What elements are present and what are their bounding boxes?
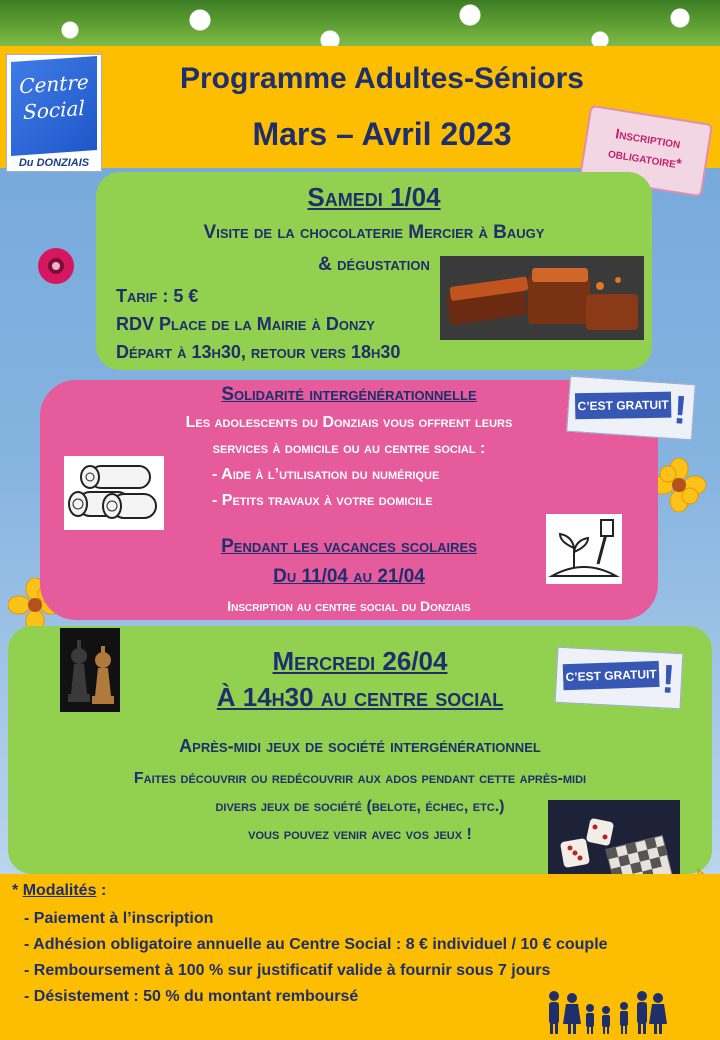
event2-line2: services à domicile ou au centre social : bbox=[212, 440, 486, 457]
event3-date: Mercredi 26/04 bbox=[272, 646, 448, 676]
modalites-star: * bbox=[12, 882, 19, 899]
modalites-item: - Adhésion obligatoire annuelle au Centre Social : 8 € individuel / 10 € couple bbox=[24, 936, 608, 953]
event3-title: Après-midi jeux de société intergénérationnel bbox=[179, 736, 541, 756]
event2-period-dates: Du 11/04 au 21/04 bbox=[273, 566, 425, 587]
family-silhouette-icon bbox=[544, 988, 668, 1036]
modalites-item: - Désistement : 50 % du montant remboursé bbox=[24, 988, 359, 1005]
event1-line1: Visite de la chocolaterie Mercier à Baugy bbox=[203, 222, 545, 243]
modalites-heading: Modalités bbox=[22, 882, 97, 899]
event2-item2: - Petits travaux à votre domicile bbox=[212, 492, 433, 509]
event2-line1: Les adolescents du Donziais vous offrent leurs bbox=[185, 414, 513, 431]
modalites-item: - Remboursement à 100 % sur justificatif valide à fournir sous 7 jours bbox=[24, 962, 551, 979]
event2-inscription: Inscription au centre social du Donziais bbox=[227, 598, 471, 614]
event1-tarif: Tarif : 5 € bbox=[116, 286, 199, 306]
chess-image bbox=[60, 628, 120, 712]
page-period: Mars – Avril 2023 bbox=[252, 116, 512, 152]
badge-line2: obligatoire* bbox=[607, 144, 683, 172]
event3-line1: Faites découvrir ou redécouvrir aux ados pendant cette après-midi bbox=[133, 770, 587, 787]
exclamation-icon: ! bbox=[672, 388, 689, 433]
event1-rdv: RDV Place de la Mairie à Donzy bbox=[116, 314, 375, 334]
event3-line3: vous pouvez venir avec vos jeux ! bbox=[248, 826, 472, 843]
logo-mark bbox=[11, 56, 97, 156]
event1-depart: Départ à 13h30, retour vers 18h30 bbox=[116, 342, 401, 362]
event2-heading: Solidarité intergénérationnelle bbox=[221, 384, 477, 405]
event3-time: À 14h30 au centre social bbox=[216, 682, 504, 712]
page-title: Programme Adultes-Séniors bbox=[180, 62, 584, 95]
gratuit-sticker bbox=[555, 647, 684, 710]
event2-item1: - Aide à l’utilisation du numérique bbox=[212, 466, 440, 483]
chocolate-image bbox=[440, 256, 644, 340]
gratuit-label: C’EST GRATUIT bbox=[575, 392, 671, 420]
logo-text-social: Social bbox=[23, 95, 85, 125]
plant-shovel-icon bbox=[546, 514, 622, 584]
modalites-colon: : bbox=[100, 882, 107, 899]
logs-image bbox=[64, 456, 164, 530]
flower-icon bbox=[30, 244, 82, 288]
centre-social-logo bbox=[6, 54, 102, 172]
event3-line2: divers jeux de société (belote, échec, etc.) bbox=[215, 798, 505, 815]
modalites-item: - Paiement à l’inscription bbox=[24, 910, 214, 927]
badge-line1: Inscription bbox=[614, 125, 682, 152]
event1-date: Samedi 1/04 bbox=[307, 182, 441, 212]
flower-icon bbox=[652, 458, 706, 512]
logo-subtitle: Du DONZIAIS bbox=[18, 157, 90, 169]
gratuit-sticker bbox=[566, 376, 696, 441]
modalites-heading-row bbox=[12, 882, 106, 900]
event2-period-heading: Pendant les vacances scolaires bbox=[221, 536, 477, 557]
event1-line2: & dégustation bbox=[318, 254, 430, 275]
logo-text-centre: Centre bbox=[19, 69, 89, 99]
gratuit-label: C’EST GRATUIT bbox=[563, 661, 660, 690]
exclamation-icon: ! bbox=[660, 657, 677, 702]
